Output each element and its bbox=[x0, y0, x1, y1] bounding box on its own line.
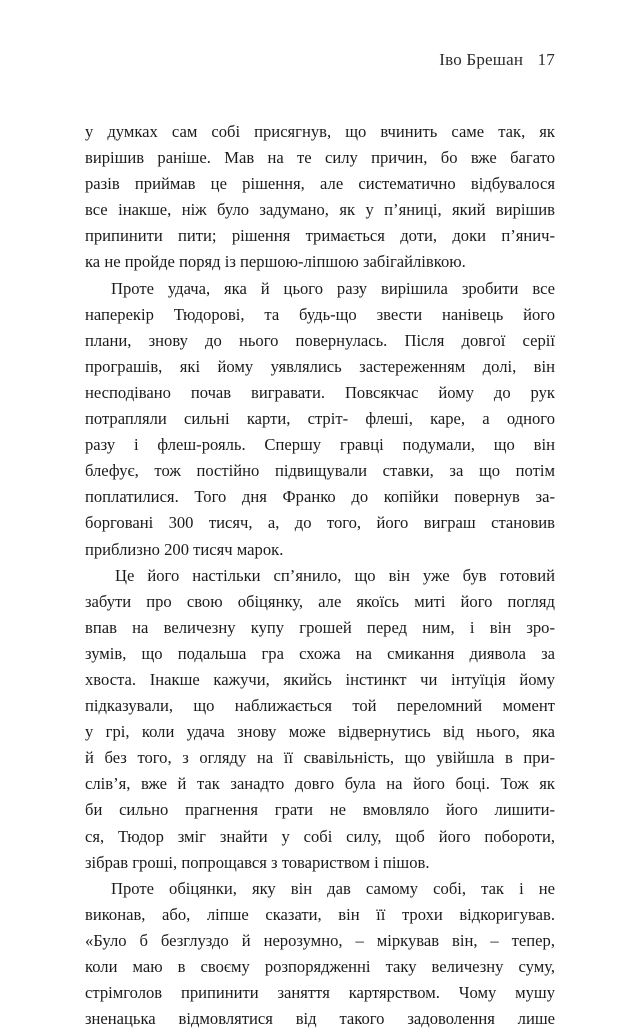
text-line: зумів, що подальша гра схожа на смикання диявола за bbox=[85, 643, 555, 663]
page-number: 17 bbox=[537, 50, 555, 69]
text-line: припинити пити; рішення тримається доти, доки п’янич- bbox=[85, 226, 555, 246]
text-line: блефує, тож постійно підвищували ставки, за що потім bbox=[85, 461, 555, 481]
text-line: ка не пройде поряд із першою-ліпшою забігайлівкою. bbox=[85, 252, 466, 272]
text-line: вирішив раніше. Мав на те силу причин, бо вже багато bbox=[85, 148, 555, 168]
header-author: Іво Брешан bbox=[439, 50, 524, 69]
text-line: потрапляли сильні карти, стріт- флеші, каре, а одного bbox=[85, 409, 555, 429]
text-line: коли маю в своєму розпорядженні таку величезну суму, bbox=[85, 957, 555, 976]
text-line: Проте удача, яка й цього разу вирішила зробити все bbox=[111, 278, 555, 298]
text-line: у грі, коли удача знову може відвернутись від нього, яка bbox=[85, 722, 555, 742]
text-line: підказували, що наближається той переломний момент bbox=[85, 696, 555, 716]
body-text bbox=[85, 119, 555, 1032]
text-line: зненацька відмовлятися від такого задоволення лише bbox=[85, 1009, 555, 1029]
text-line: впав на величезну купу грошей перед ним, і він зро- bbox=[85, 617, 555, 637]
text-line: у думках сам собі присягнув, що вчинить саме так, як bbox=[85, 122, 555, 141]
text-line: все інакше, ніж було задумано, як у п’яниці, який вирішив bbox=[85, 200, 555, 220]
text-line: програшів, які йому уявлялись застереженням долі, він bbox=[85, 356, 555, 376]
text-line: поплатилися. Того дня Франко до копійки повернув за- bbox=[85, 487, 555, 507]
text-line: «Було б безглуздо й нерозумно, – міркував він, – тепер, bbox=[85, 930, 555, 950]
paragraph bbox=[85, 563, 555, 876]
text-line: разів приймав це рішення, але систематично відбувалося bbox=[85, 174, 555, 194]
text-line: слів’я, вже й так занадто довго була на його боці. Тож як bbox=[85, 774, 555, 794]
text-line: виконав, або, ліпше сказати, він її трохи відкоригував. bbox=[85, 904, 555, 924]
text-line: разу і флеш-рояль. Спершу гравці подумали, що він bbox=[85, 435, 555, 455]
text-line: наперекір Тюдорові, та будь-що звести нанівець його bbox=[85, 304, 555, 324]
text-line: би сильно прагнення грати не вмовляло його лишити- bbox=[85, 800, 555, 820]
text-line: несподівано почав вигравати. Повсякчас йому до рук bbox=[85, 382, 555, 402]
running-header bbox=[439, 50, 555, 70]
paragraph bbox=[85, 276, 555, 563]
text-line: боргованi 300 тисяч, а, до того, його виграш становив bbox=[85, 513, 555, 533]
text-line: стрімголов припинити заняття картярством. Чому мушу bbox=[85, 983, 555, 1003]
paragraph bbox=[85, 119, 555, 276]
text-line: Проте обіцянки, яку він дав самому собі, так і не bbox=[111, 878, 555, 898]
text-line: приблизно 200 тисяч марок. bbox=[85, 539, 284, 559]
text-line: Це його настільки сп’янило, що він уже був готовий bbox=[115, 565, 555, 585]
text-line: ся, Тюдор зміг знайти у собі силу, щоб його побороти, bbox=[85, 826, 555, 846]
text-line: й без того, з огляду на її свавільність, що увійшла в при- bbox=[85, 748, 555, 768]
text-line: хвоста. Інакше кажучи, якийсь інстинкт чи інтуїція йому bbox=[85, 669, 555, 689]
text-line: плани, знову до нього повернулась. Після довгої серії bbox=[85, 330, 555, 350]
text-line: зібрав гроші, попрощався з товариством і пішов. bbox=[85, 852, 430, 872]
text-line: забути про свою обіцянку, але якоїсь миті його погляд bbox=[85, 591, 555, 611]
paragraph bbox=[85, 876, 555, 1032]
